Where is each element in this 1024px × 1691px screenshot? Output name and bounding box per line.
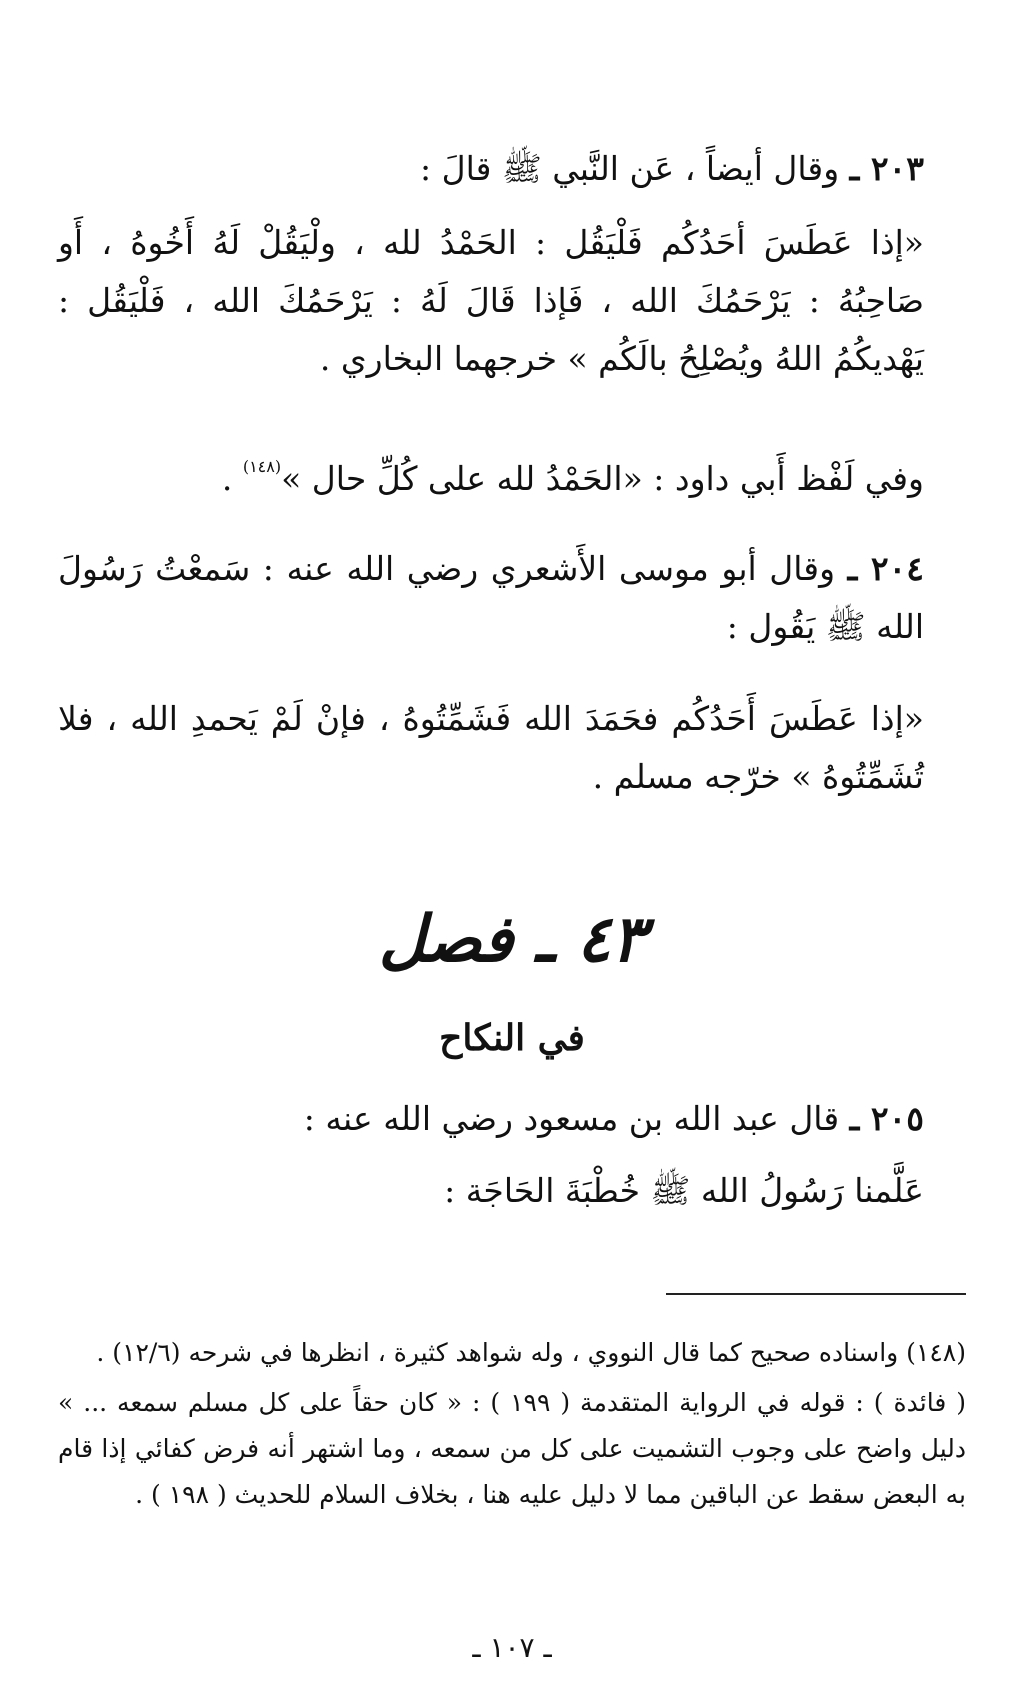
hadith-number: ٢٠٣ ـ (849, 149, 924, 188)
hadith-203-text: «إذا عَطَسَ أحَدُكُم فَلْيَقُل : الحَمْدُ لله ، ولْيَقُلْ لَهُ أَخُوهُ ، أَو صَاحِبُهُ : يَرْحَمُكَ الله ، فَإذا قَالَ لَهُ : يَرْحَمُكَ الله ، فَلْيَقُل : يَهْديكُمُ اللهُ ويُصْلِحُ بالَكُم » خرجهما البخاري . (58, 223, 924, 378)
hadith-number: ٢٠٥ ـ (849, 1099, 924, 1138)
hadith-203-intro (58, 140, 966, 198)
hadith-204-text: «إذا عَطَسَ أَحَدُكُم فحَمَدَ الله فَشَمِّتُوهُ ، فإنْ لَمْ يَحمدِ الله ، فلا تُشَمِّتُوهُ » خرّجه مسلم . (58, 699, 924, 796)
page-number: ـ ١٠٧ ـ (472, 1631, 552, 1664)
variant-end: . (221, 459, 233, 498)
hadith-205-intro (58, 1090, 966, 1148)
footnote-faida: ( فائدة ) : قوله في الرواية المتقدمة ( ١٩٩ ) : « كان حقاً على كل مسلم سمعه ... » دليل واضح على وجوب التشميت على كل من سمعه ، وما اشتهر أنه فرض كفائي إذا قام به البعض سقط عن الباقين مما لا دليل عليه هنا ، بخلاف السلام للحديث ( ١٩٨ ) . (58, 1388, 966, 1509)
footnote-148: (١٤٨) واسناده صحيح كما قال النووي ، وله شواهد كثيرة ، انظرها في شرحه (١٢/٦) . (96, 1338, 966, 1367)
hadith-intro-text: قال عبد الله بن مسعود رضي الله عنه : (303, 1099, 840, 1138)
hadith-intro-text: وقال أبو موسى الأَشعري رضي الله عنه : سَمعْتُ رَسُولَ الله ﷺ يَقُول : (58, 549, 924, 646)
hadith-204-intro (58, 540, 966, 656)
hadith-intro-text: وقال أيضاً ، عَن النَّبي ﷺ قالَ : (420, 149, 840, 188)
footnote-divider (666, 1293, 966, 1295)
hadith-203-variant (58, 450, 966, 508)
hadith-number: ٢٠٤ ـ (847, 549, 924, 588)
section-title: ٤٣ ـ فصل (378, 902, 646, 977)
section-subtitle: في النكاح (439, 1017, 585, 1059)
hadith-205-text: عَلَّمنا رَسُولُ الله ﷺ خُطْبَةَ الحَاجَة : (444, 1171, 924, 1210)
footnote-ref-148: (١٤٨) (242, 457, 282, 476)
variant-text: وفي لَفْظ أَبي داود : «الحَمْدُ لله على كُلِّ حال » (281, 459, 924, 498)
